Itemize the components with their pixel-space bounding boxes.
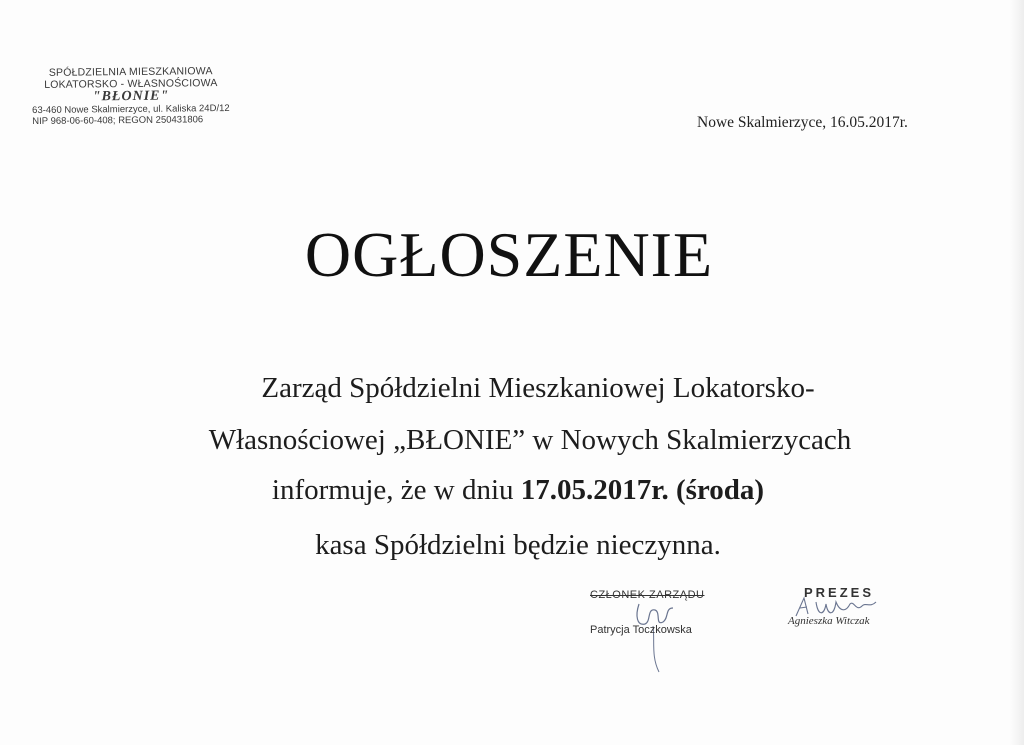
body-line-4: kasa Spółdzielni będzie nieczynna. (315, 529, 721, 561)
stamp-name: "BŁONIE" (92, 88, 170, 105)
stamp-line-2: LOKATORSKO - WŁASNOŚCIOWA (44, 77, 218, 91)
body-line-1: Zarząd Spółdzielni Mieszkaniowej Lokatorsko- (261, 372, 815, 404)
stamp-line-1: SPÓŁDZIELNIA MIESZKANIOWA (48, 65, 213, 79)
scan-edge-shadow (1010, 0, 1024, 745)
board-member-signature (625, 596, 685, 676)
document-date: Nowe Skalmierzyce, 16.05.2017r. (697, 114, 908, 131)
body-line-2: Własnościowej „BŁONIE” w Nowych Skalmierzycach (208, 424, 852, 456)
body-line-3-prefix: informuje, że w dniu (271, 474, 521, 506)
stamp-address: 63-460 Nowe Skalmierzyce, ul. Kaliska 24D/12 (32, 102, 230, 117)
president-role: PREZES (804, 585, 875, 600)
president-name: Agnieszka Witczak (788, 615, 870, 627)
body-line-3 (60, 473, 1000, 507)
board-member-role: CZŁONEK ZARZĄDU (590, 589, 705, 601)
document-title: OGŁOSZENIE (304, 219, 714, 290)
cooperative-stamp (28, 65, 235, 127)
stamp-ids: NIP 968-06-60-408; REGON 250431806 (32, 114, 204, 128)
closure-date: 17.05.2017r. (środa) (520, 474, 765, 506)
board-member-name: Patrycja Toczkowska (590, 624, 692, 636)
